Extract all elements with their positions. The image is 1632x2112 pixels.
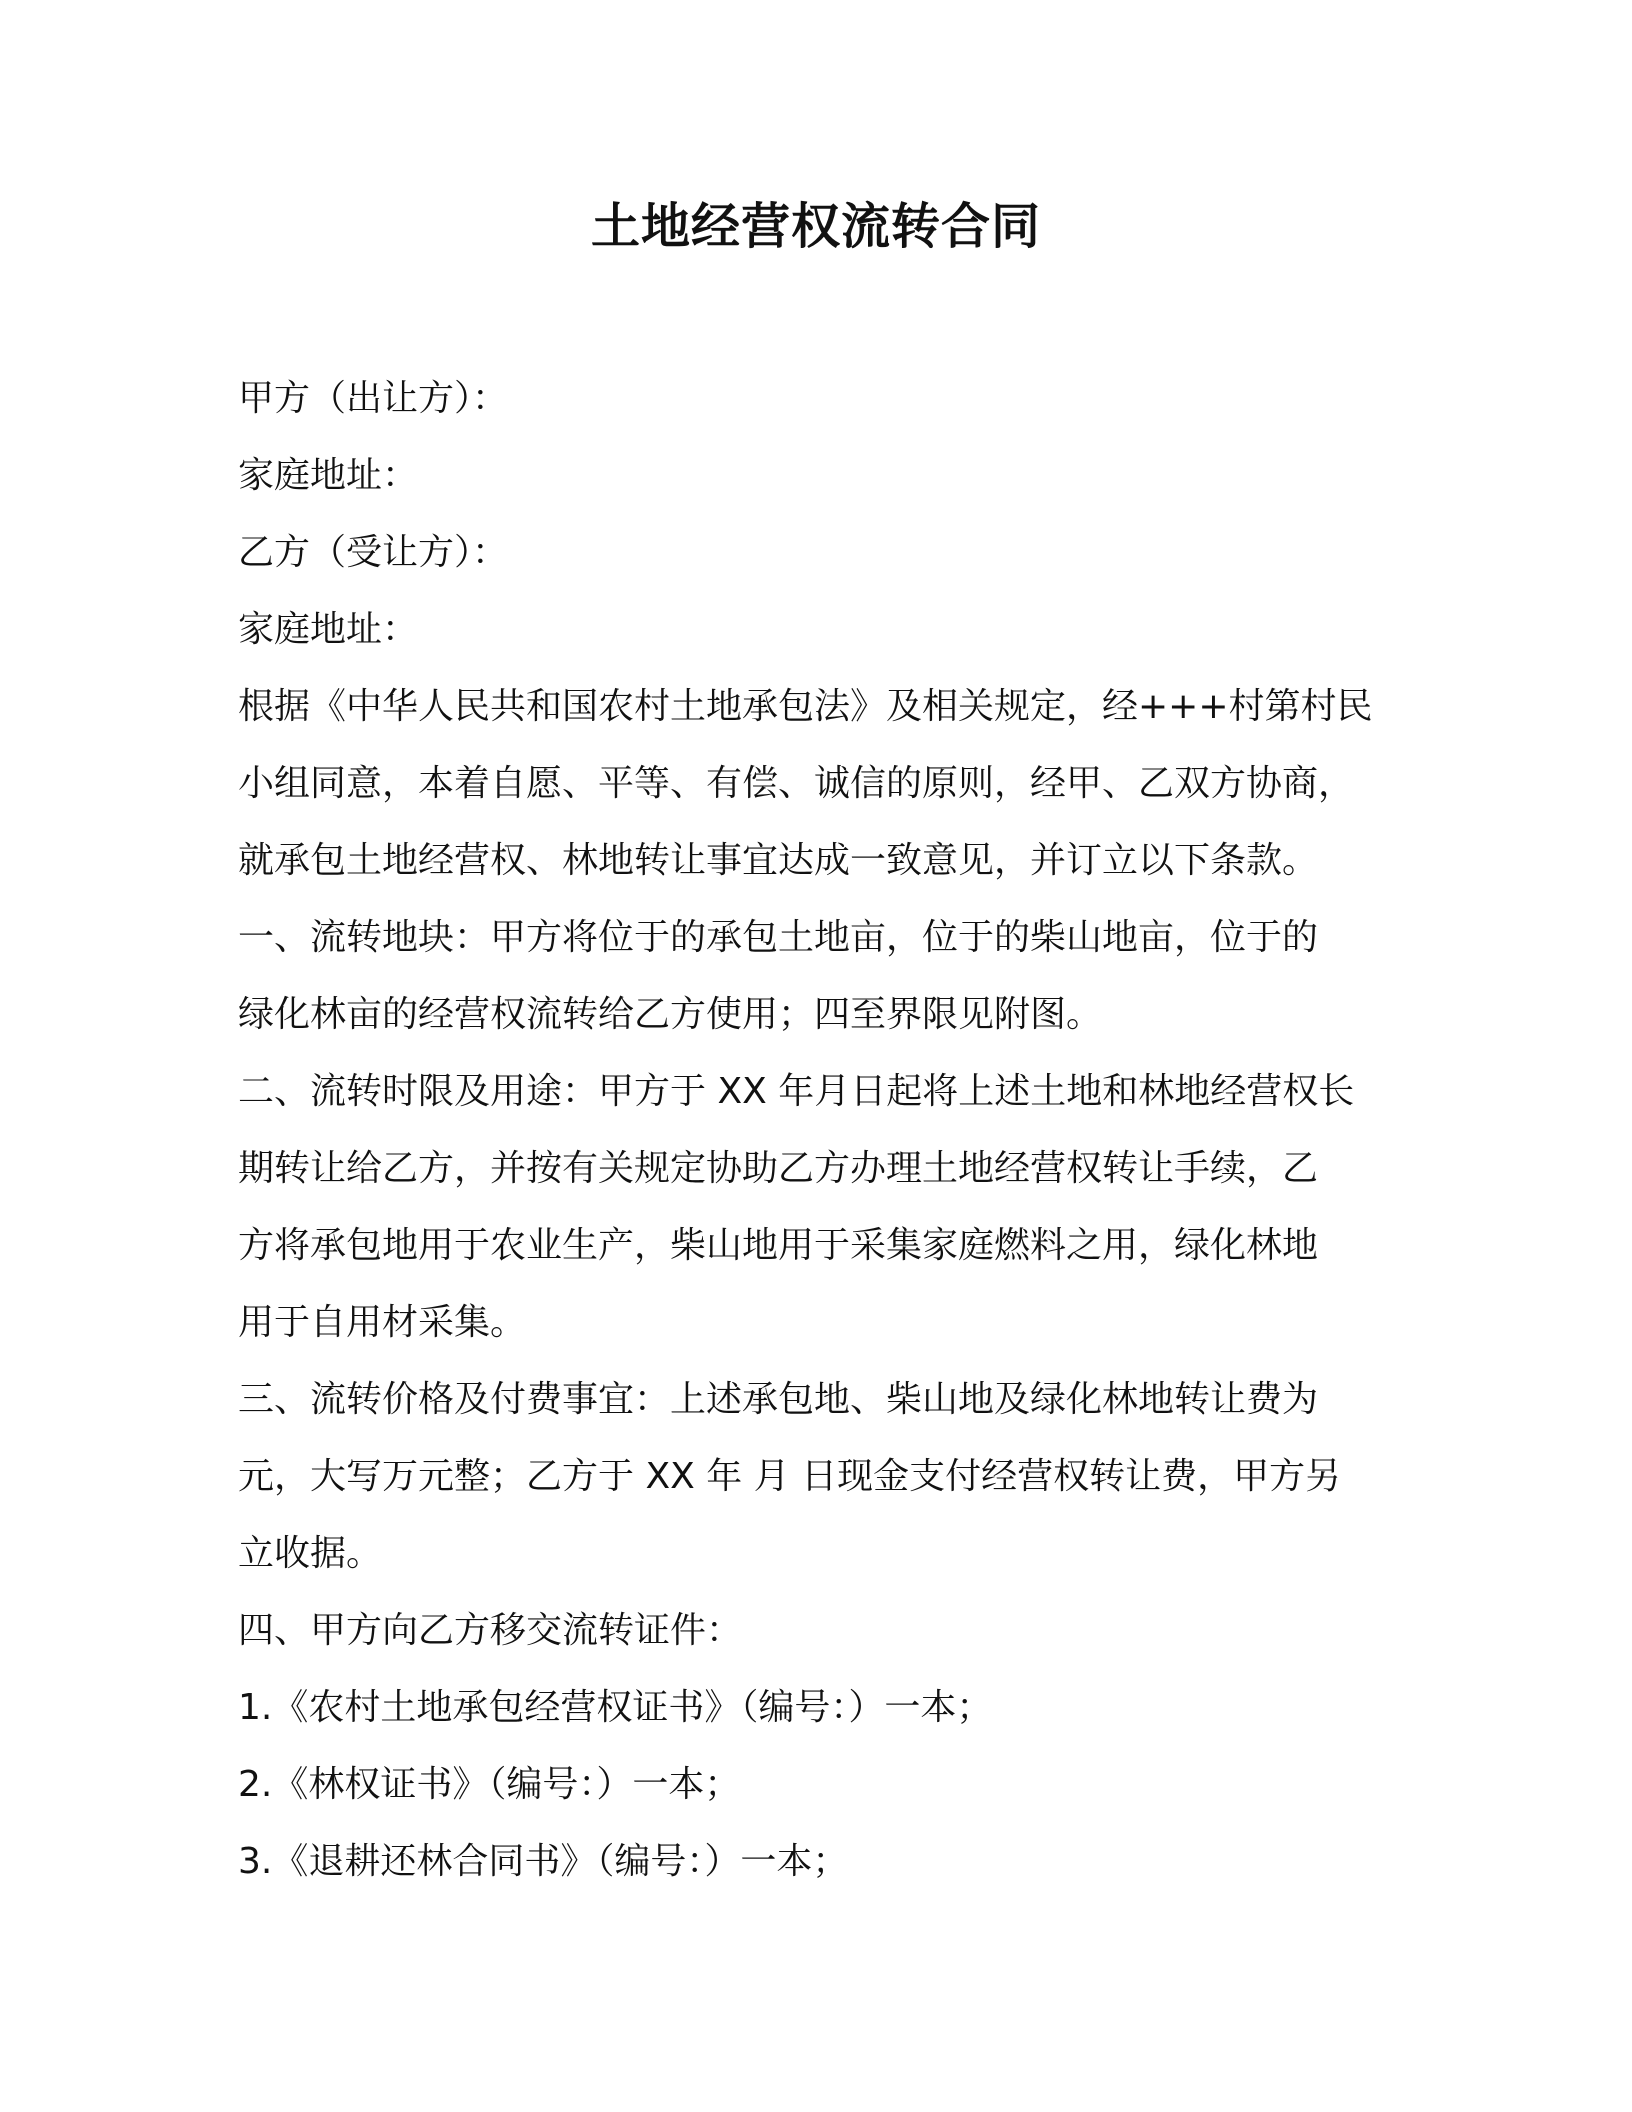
party-b-line: 乙方（受让方）： <box>238 532 509 573</box>
clause-3-line-2: 元，大写万元整；乙方于 XX 年 月 日现金支付经营权转让费，甲方另 <box>238 1456 1342 1497</box>
preamble-line-3: 就承包土地经营权、林地转让事宜达成一致意见，并订立以下条款。 <box>238 840 1319 881</box>
clause-1-line-1: 一、流转地块：甲方将位于的承包土地亩，位于的柴山地亩，位于的 <box>238 917 1319 958</box>
clause-3-line-3: 立收据。 <box>238 1533 383 1574</box>
clause-2-line-1: 二、流转时限及用途：甲方于 XX 年月日起将上述土地和林地经营权长 <box>238 1071 1355 1112</box>
party-a-address-line: 家庭地址： <box>238 455 419 496</box>
clause-4-item-2: 2.《林权证书》（编号：）一本； <box>238 1764 741 1805</box>
clause-4-heading: 四、甲方向乙方移交流转证件： <box>238 1610 743 1651</box>
clause-2-line-3: 方将承包地用于农业生产，柴山地用于采集家庭燃料之用，绿化林地 <box>238 1225 1319 1266</box>
preamble-line-2: 小组同意，本着自愿、平等、有偿、诚信的原则，经甲、乙双方协商， <box>238 763 1355 804</box>
clause-3-line-1: 三、流转价格及付费事宜：上述承包地、柴山地及绿化林地转让费为 <box>238 1379 1319 1420</box>
clause-2-line-4: 用于自用材采集。 <box>238 1302 527 1343</box>
document-body <box>238 360 1398 1900</box>
clause-2-line-2: 期转让给乙方，并按有关规定协助乙方办理土地经营权转让手续，乙 <box>238 1148 1319 1189</box>
preamble-line-1: 根据《中华人民共和国农村土地承包法》及相关规定，经+++村第村民 <box>238 686 1373 727</box>
clause-4-item-1: 1.《农村土地承包经营权证书》（编号：）一本； <box>238 1687 993 1728</box>
document-title: 土地经营权流转合同 <box>590 198 1041 255</box>
clause-1-line-2: 绿化林亩的经营权流转给乙方使用；四至界限见附图。 <box>238 994 1103 1035</box>
clause-4-item-3: 3.《退耕还林合同书》（编号：）一本； <box>238 1841 849 1882</box>
party-b-address-line: 家庭地址： <box>238 609 419 650</box>
party-a-line: 甲方（出让方）： <box>238 378 509 419</box>
